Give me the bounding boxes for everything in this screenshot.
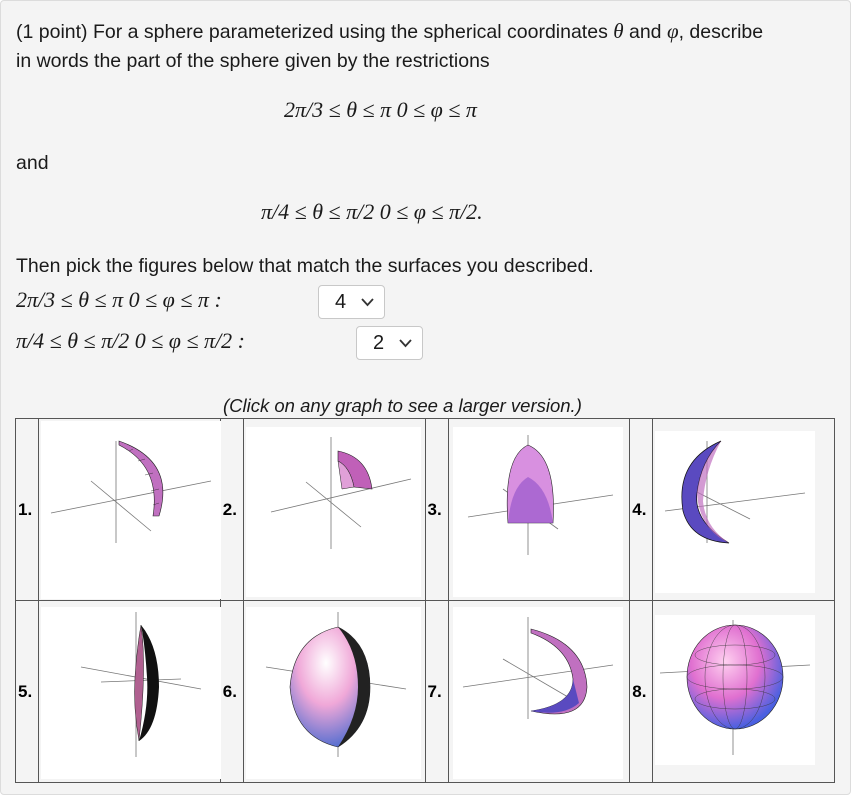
graph-4-cell[interactable] bbox=[653, 419, 835, 601]
graph-5-number: 5. bbox=[16, 601, 39, 783]
graph-1-number: 1. bbox=[16, 419, 39, 601]
graph-1-image[interactable] bbox=[41, 421, 221, 599]
chevron-down-icon bbox=[399, 339, 412, 348]
statement-suffix: , describe bbox=[678, 21, 764, 43]
problem-statement-line2: in words the part of the sphere given by the restrictions bbox=[16, 50, 490, 72]
graph-7-image[interactable] bbox=[453, 607, 623, 779]
graph-2-image[interactable] bbox=[246, 427, 421, 597]
and-label: and bbox=[16, 152, 49, 174]
graph-7-number: 7. bbox=[425, 601, 448, 783]
caption-text: (Click on any graph to see a larger version.) bbox=[223, 395, 582, 416]
graph-4-image[interactable] bbox=[655, 431, 815, 593]
chevron-down-icon bbox=[361, 298, 374, 307]
graph-8-number: 8. bbox=[630, 601, 653, 783]
graph-5-image[interactable] bbox=[41, 607, 221, 779]
restriction-1-equation: 2π/3 ≤ θ ≤ π 0 ≤ φ ≤ π bbox=[284, 97, 477, 122]
graph-2-number: 2. bbox=[220, 419, 243, 601]
answer-1-value: 4 bbox=[335, 291, 347, 313]
graph-6-number: 6. bbox=[220, 601, 243, 783]
graph-2-cell[interactable] bbox=[243, 419, 425, 601]
theta-symbol: θ bbox=[613, 19, 624, 43]
restriction-2-equation: π/4 ≤ θ ≤ π/2 0 ≤ φ ≤ π/2. bbox=[261, 199, 483, 224]
graph-3-cell[interactable] bbox=[448, 419, 630, 601]
graph-8-image[interactable] bbox=[655, 615, 815, 765]
graph-4-number: 4. bbox=[630, 419, 653, 601]
statement-text: (1 point) For a sphere parameterized using the spherical coordinates bbox=[16, 21, 614, 43]
answer-1-label: 2π/3 ≤ θ ≤ π 0 ≤ φ ≤ π : bbox=[16, 287, 222, 312]
answer-1-select[interactable] bbox=[318, 285, 385, 319]
instruction-text: Then pick the figures below that match the surfaces you described. bbox=[16, 255, 594, 277]
graph-6-cell[interactable] bbox=[243, 601, 425, 783]
graph-7-cell[interactable] bbox=[448, 601, 630, 783]
answer-2-value: 2 bbox=[373, 332, 385, 354]
graph-grid bbox=[15, 418, 835, 783]
answer-2-select[interactable] bbox=[356, 326, 423, 360]
phi-symbol: φ bbox=[666, 19, 679, 43]
problem-statement-line1 bbox=[16, 17, 763, 47]
graph-5-cell[interactable] bbox=[39, 601, 221, 783]
graph-1-cell[interactable] bbox=[39, 419, 221, 601]
graph-8-cell[interactable] bbox=[653, 601, 835, 783]
answer-2-label: π/4 ≤ θ ≤ π/2 0 ≤ φ ≤ π/2 : bbox=[16, 328, 246, 353]
graph-3-number: 3. bbox=[425, 419, 448, 601]
graph-6-image[interactable] bbox=[246, 607, 421, 779]
graph-3-image[interactable] bbox=[453, 427, 623, 597]
statement-and: and bbox=[623, 21, 667, 43]
